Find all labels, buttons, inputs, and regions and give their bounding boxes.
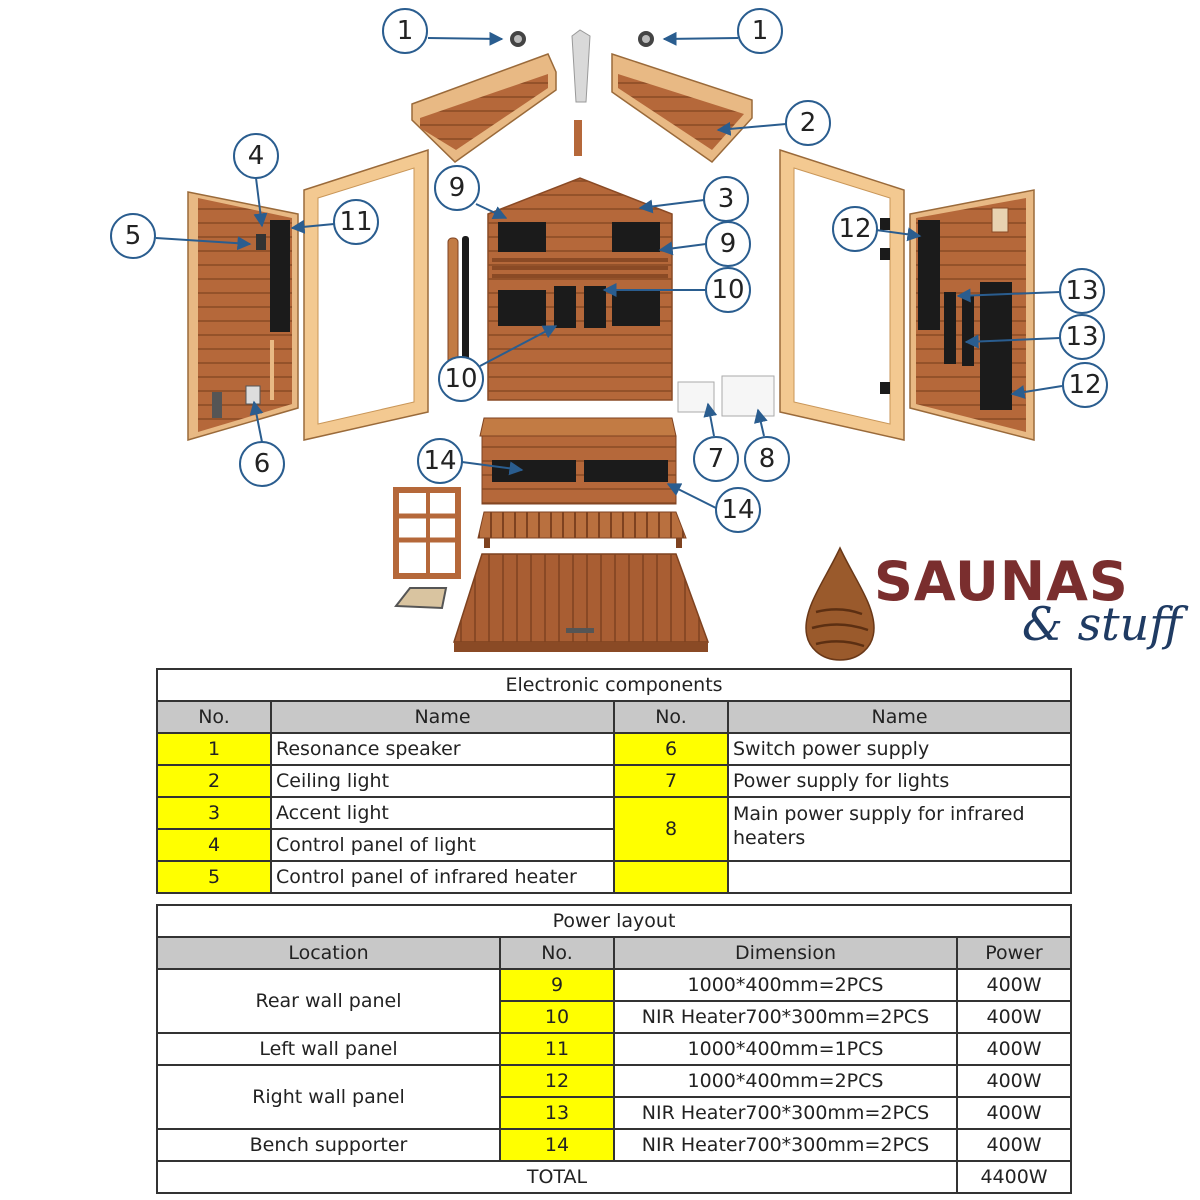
component-no-empty bbox=[614, 861, 728, 893]
floor-panel bbox=[454, 554, 708, 652]
door-handle-wood bbox=[448, 238, 458, 368]
component-no: 1 bbox=[157, 733, 271, 765]
component-name: Power supply for lights bbox=[728, 765, 1071, 797]
callout-10-right: 10 bbox=[711, 275, 745, 305]
component-no: 7 bbox=[614, 765, 728, 797]
electronic-table-title: Electronic components bbox=[157, 669, 1071, 701]
heater-no: 13 bbox=[500, 1097, 614, 1129]
callout-8: 8 bbox=[758, 444, 776, 474]
dimension-cell: NIR Heater700*300mm=2PCS bbox=[614, 1097, 957, 1129]
right-glass-frame bbox=[780, 150, 904, 440]
callout-9-right: 9 bbox=[719, 229, 737, 259]
heater-no: 10 bbox=[500, 1001, 614, 1033]
callout-10-left: 10 bbox=[444, 364, 478, 394]
power-cell: 400W bbox=[957, 1033, 1071, 1065]
callout-12-top: 12 bbox=[838, 214, 872, 244]
component-name-empty bbox=[728, 861, 1071, 893]
power-cell: 400W bbox=[957, 1097, 1071, 1129]
callout-6: 6 bbox=[253, 449, 271, 479]
component-name: Ceiling light bbox=[271, 765, 614, 797]
logo-text-sub: & stuff bbox=[1022, 597, 1182, 651]
component-no: 8 bbox=[614, 797, 728, 861]
roof-ridge bbox=[572, 30, 590, 156]
header-no: No. bbox=[500, 937, 614, 969]
component-name: Accent light bbox=[271, 797, 614, 829]
callout-3: 3 bbox=[717, 184, 735, 214]
callout-1-right: 1 bbox=[751, 16, 769, 46]
speaker-left bbox=[510, 31, 526, 47]
table-row bbox=[157, 1129, 1071, 1161]
roof-right bbox=[612, 54, 752, 162]
header-power: Power bbox=[957, 937, 1071, 969]
electronic-components-table bbox=[156, 668, 1072, 894]
logo-text-main: SAUNAS bbox=[874, 550, 1129, 613]
power-cell: 400W bbox=[957, 1129, 1071, 1161]
table-row bbox=[157, 969, 1071, 1001]
floor-tray bbox=[396, 588, 446, 608]
left-glass-frame bbox=[304, 150, 428, 440]
header-location: Location bbox=[157, 937, 500, 969]
callout-13-bottom: 13 bbox=[1065, 322, 1099, 352]
bench-seat bbox=[478, 512, 686, 548]
roof-left bbox=[412, 54, 556, 162]
header-name: Name bbox=[271, 701, 614, 733]
callout-2: 2 bbox=[799, 108, 817, 138]
component-name: Resonance speaker bbox=[271, 733, 614, 765]
heater-no: 9 bbox=[500, 969, 614, 1001]
saunas-stuff-logo bbox=[806, 548, 1189, 660]
speaker-right bbox=[638, 31, 654, 47]
power-layout-table bbox=[156, 904, 1072, 1194]
component-no: 2 bbox=[157, 765, 271, 797]
table-row bbox=[157, 765, 1071, 797]
callout-14-right: 14 bbox=[721, 495, 755, 525]
location-cell: Rear wall panel bbox=[157, 969, 500, 1033]
total-row bbox=[157, 1161, 1071, 1193]
shelf-unit bbox=[396, 490, 458, 576]
table-row bbox=[157, 797, 1071, 829]
left-wall-panel bbox=[188, 192, 298, 440]
callout-9-left: 9 bbox=[448, 173, 466, 203]
dimension-cell: NIR Heater700*300mm=2PCS bbox=[614, 1129, 957, 1161]
heater-no: 14 bbox=[500, 1129, 614, 1161]
header-no: No. bbox=[157, 701, 271, 733]
component-no: 5 bbox=[157, 861, 271, 893]
callout-11: 11 bbox=[339, 207, 373, 237]
table-row bbox=[157, 1033, 1071, 1065]
dimension-cell: 1000*400mm=1PCS bbox=[614, 1033, 957, 1065]
callout-14-left: 14 bbox=[423, 446, 457, 476]
callout-7: 7 bbox=[707, 444, 725, 474]
callout-5: 5 bbox=[124, 221, 142, 251]
total-value: 4400W bbox=[957, 1161, 1071, 1193]
header-no: No. bbox=[614, 701, 728, 733]
table-row bbox=[157, 733, 1071, 765]
header-dimension: Dimension bbox=[614, 937, 957, 969]
right-wall-panel bbox=[910, 190, 1034, 440]
bench-supporter bbox=[480, 418, 676, 504]
dimension-cell: 1000*400mm=2PCS bbox=[614, 969, 957, 1001]
heater-no: 12 bbox=[500, 1065, 614, 1097]
component-name: Control panel of infrared heater bbox=[271, 861, 614, 893]
main-power-supply bbox=[722, 376, 774, 416]
callout-12-bottom: 12 bbox=[1068, 370, 1102, 400]
callout-4: 4 bbox=[247, 141, 265, 171]
component-name: Main power supply for infrared heaters bbox=[728, 797, 1071, 861]
power-cell: 400W bbox=[957, 1001, 1071, 1033]
heater-no: 11 bbox=[500, 1033, 614, 1065]
callout-1-left: 1 bbox=[396, 16, 414, 46]
component-no: 4 bbox=[157, 829, 271, 861]
component-name: Switch power supply bbox=[728, 733, 1071, 765]
callout-13-top: 13 bbox=[1065, 276, 1099, 306]
component-no: 6 bbox=[614, 733, 728, 765]
component-no: 3 bbox=[157, 797, 271, 829]
power-cell: 400W bbox=[957, 969, 1071, 1001]
location-cell: Left wall panel bbox=[157, 1033, 500, 1065]
location-cell: Right wall panel bbox=[157, 1065, 500, 1129]
location-cell: Bench supporter bbox=[157, 1129, 500, 1161]
total-label: TOTAL bbox=[157, 1161, 957, 1193]
dimension-cell: NIR Heater700*300mm=2PCS bbox=[614, 1001, 957, 1033]
door-handle-black bbox=[462, 236, 469, 368]
component-name: Control panel of light bbox=[271, 829, 614, 861]
header-name: Name bbox=[728, 701, 1071, 733]
dimension-cell: 1000*400mm=2PCS bbox=[614, 1065, 957, 1097]
power-table-title: Power layout bbox=[157, 905, 1071, 937]
power-cell: 400W bbox=[957, 1065, 1071, 1097]
table-row bbox=[157, 1065, 1071, 1097]
table-row bbox=[157, 861, 1071, 893]
